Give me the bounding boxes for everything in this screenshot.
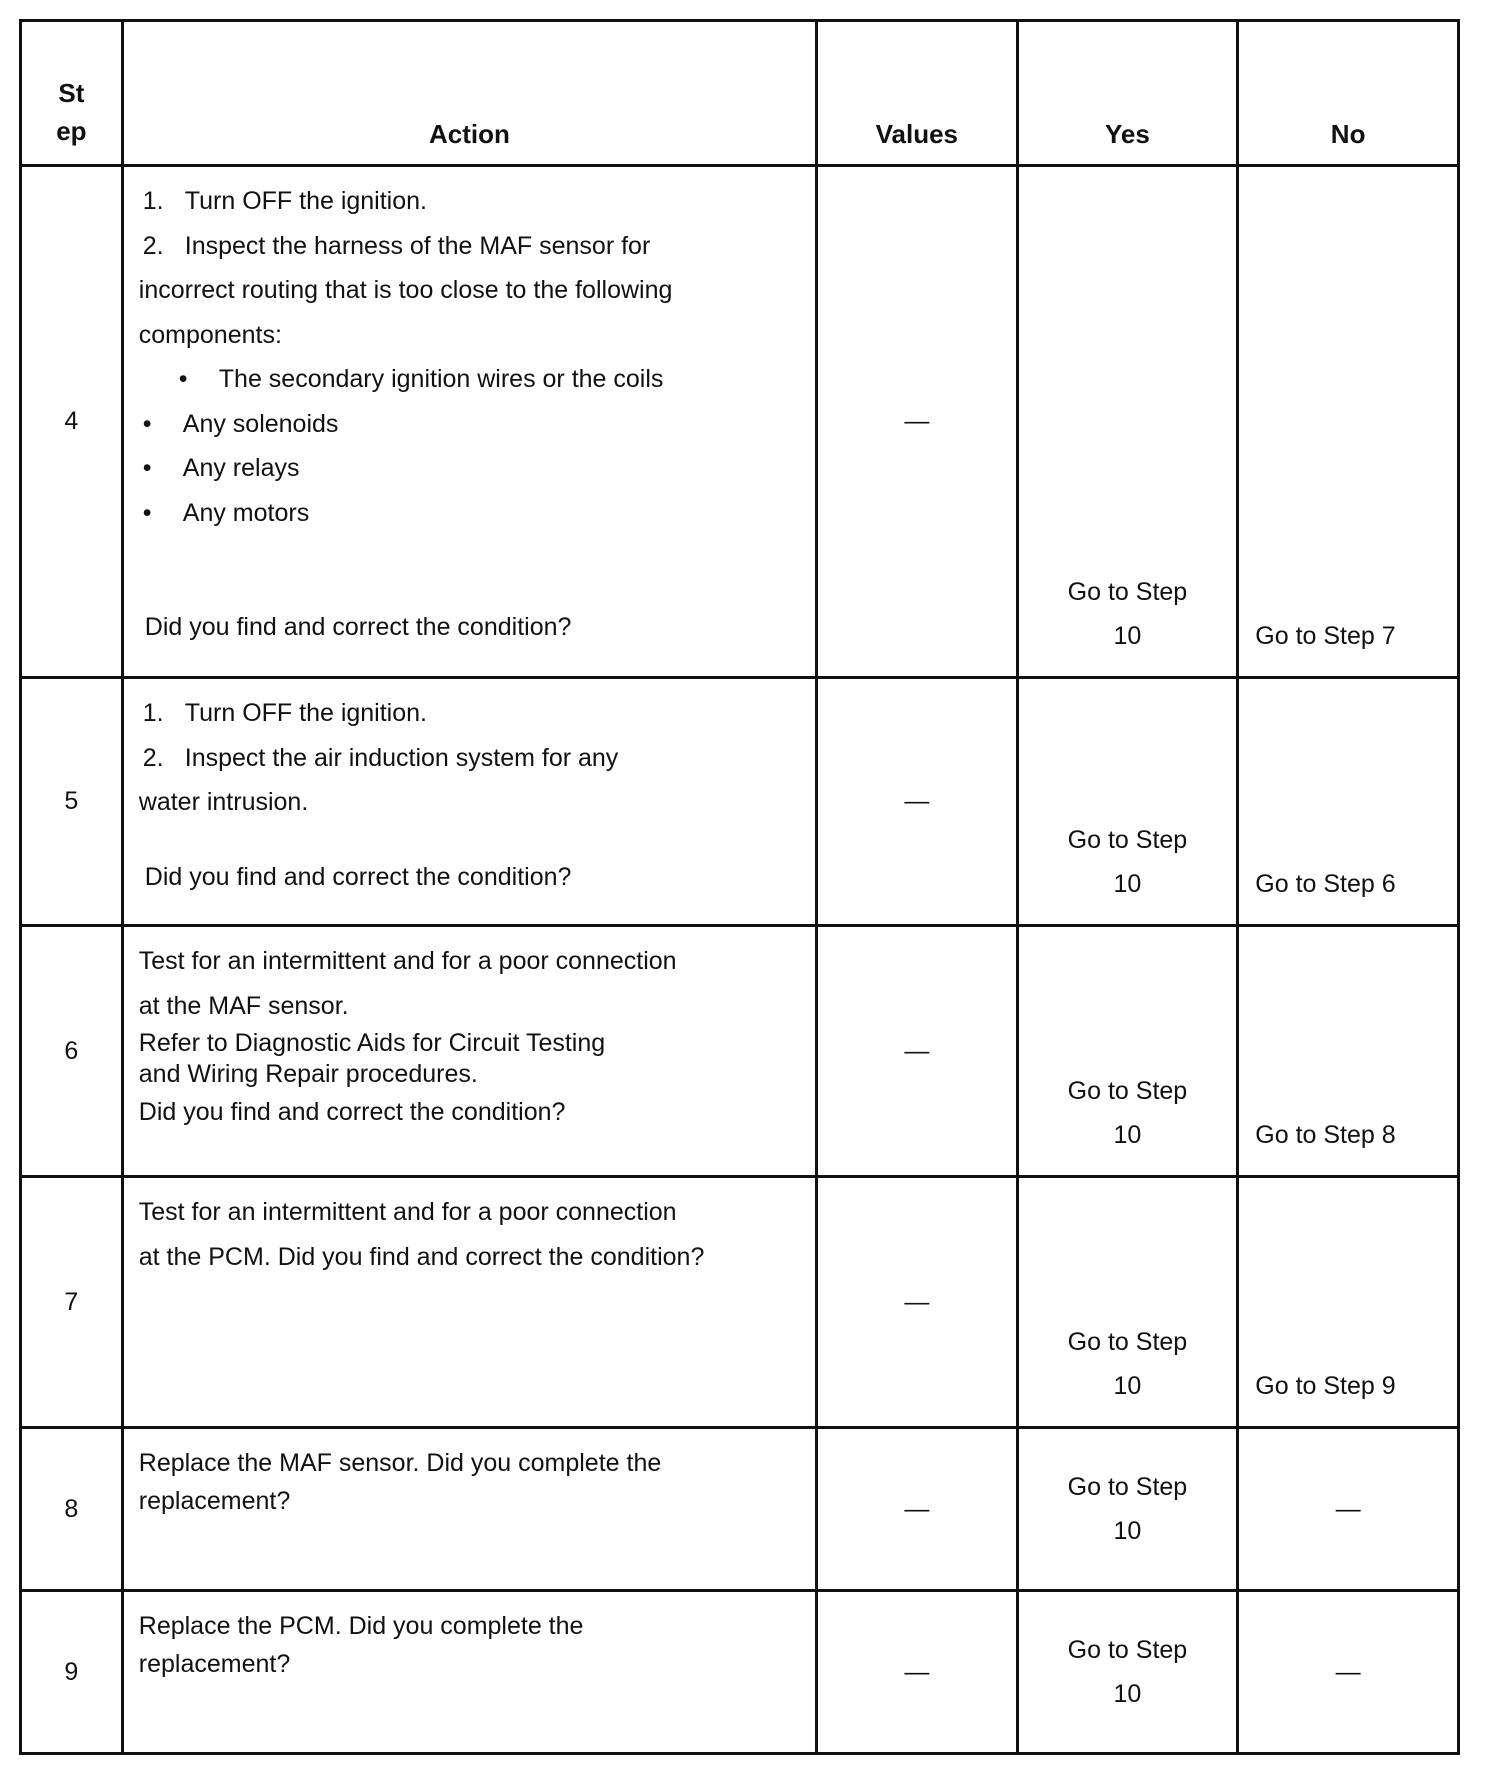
action-cell: Test for an intermittent and for a poor connection at the PCM. Did you find and correct the condition? xyxy=(122,1177,816,1428)
list-item: • Any solenoids xyxy=(142,409,339,438)
yes-cell: Go to Step 10 xyxy=(1017,926,1238,1177)
action-cell: Replace the PCM. Did you complete the replacement? xyxy=(122,1591,816,1754)
values-column-header: Values xyxy=(817,21,1018,166)
step-number: 6 xyxy=(21,926,123,1177)
table-row-step-9 xyxy=(21,1591,1459,1754)
no-column-header: No xyxy=(1238,21,1459,166)
action-column-header: Action xyxy=(122,21,816,166)
table-row-step-4 xyxy=(21,166,1459,678)
table-row-step-8 xyxy=(21,1428,1459,1591)
yes-cell: Go to Step 10 xyxy=(1017,1177,1238,1428)
list-item: • Any relays xyxy=(142,454,300,482)
values-cell: — xyxy=(817,166,1018,678)
no-cell: Go to Step 6 xyxy=(1238,678,1459,926)
header-row xyxy=(21,21,1459,166)
yes-cell: Go to Step 10 xyxy=(1017,1591,1238,1754)
table-row-step-6 xyxy=(21,926,1459,1177)
action-cell: Test for an intermittent and for a poor connection at the MAF sensor. Refer to Diagnostic Aids for Circuit Testing and Wiring Repair procedures. Did you find and correct the condition? xyxy=(122,926,816,1177)
action-cell: Replace the MAF sensor. Did you complete the replacement? xyxy=(122,1428,816,1591)
action-cell: 1. Turn OFF the ignition. 2. Inspect the harness of the MAF sensor for incorrect routing that is too close to the following components: • The secondary ignition wires or the coils • Any solenoids • Any relays • Any motors Did you find and correct the condition? xyxy=(122,166,816,678)
yes-cell: Go to Step 10 xyxy=(1017,166,1238,678)
step-number: 8 xyxy=(21,1428,123,1591)
values-cell: — xyxy=(817,926,1018,1177)
table-row-step-7 xyxy=(21,1177,1459,1428)
step-number: 4 xyxy=(21,166,123,678)
values-cell: — xyxy=(817,1177,1018,1428)
yes-cell: Go to Step 10 xyxy=(1017,1428,1238,1591)
yes-cell: Go to Step 10 xyxy=(1017,678,1238,926)
action-cell: 1. Turn OFF the ignition. 2. Inspect the air induction system for any water intrusion. Did you find and correct the condition? xyxy=(122,678,816,926)
step-number: 5 xyxy=(21,678,123,926)
no-cell: Go to Step 8 xyxy=(1238,926,1459,1177)
list-item: • Any motors xyxy=(142,498,310,527)
step-column-header: St ep xyxy=(21,21,123,166)
no-cell: — xyxy=(1238,1428,1459,1591)
table-row-step-5 xyxy=(21,678,1459,926)
list-item: • The secondary ignition wires or the coils xyxy=(178,365,664,393)
values-cell: — xyxy=(817,678,1018,926)
step-number: 7 xyxy=(21,1177,123,1428)
no-cell: Go to Step 9 xyxy=(1238,1177,1459,1428)
no-cell: — xyxy=(1238,1591,1459,1754)
values-cell: — xyxy=(817,1428,1018,1591)
no-cell: Go to Step 7 xyxy=(1238,166,1459,678)
step-number: 9 xyxy=(21,1591,123,1754)
diagnostic-table xyxy=(19,19,1460,1755)
yes-column-header: Yes xyxy=(1017,21,1238,166)
values-cell: — xyxy=(817,1591,1018,1754)
